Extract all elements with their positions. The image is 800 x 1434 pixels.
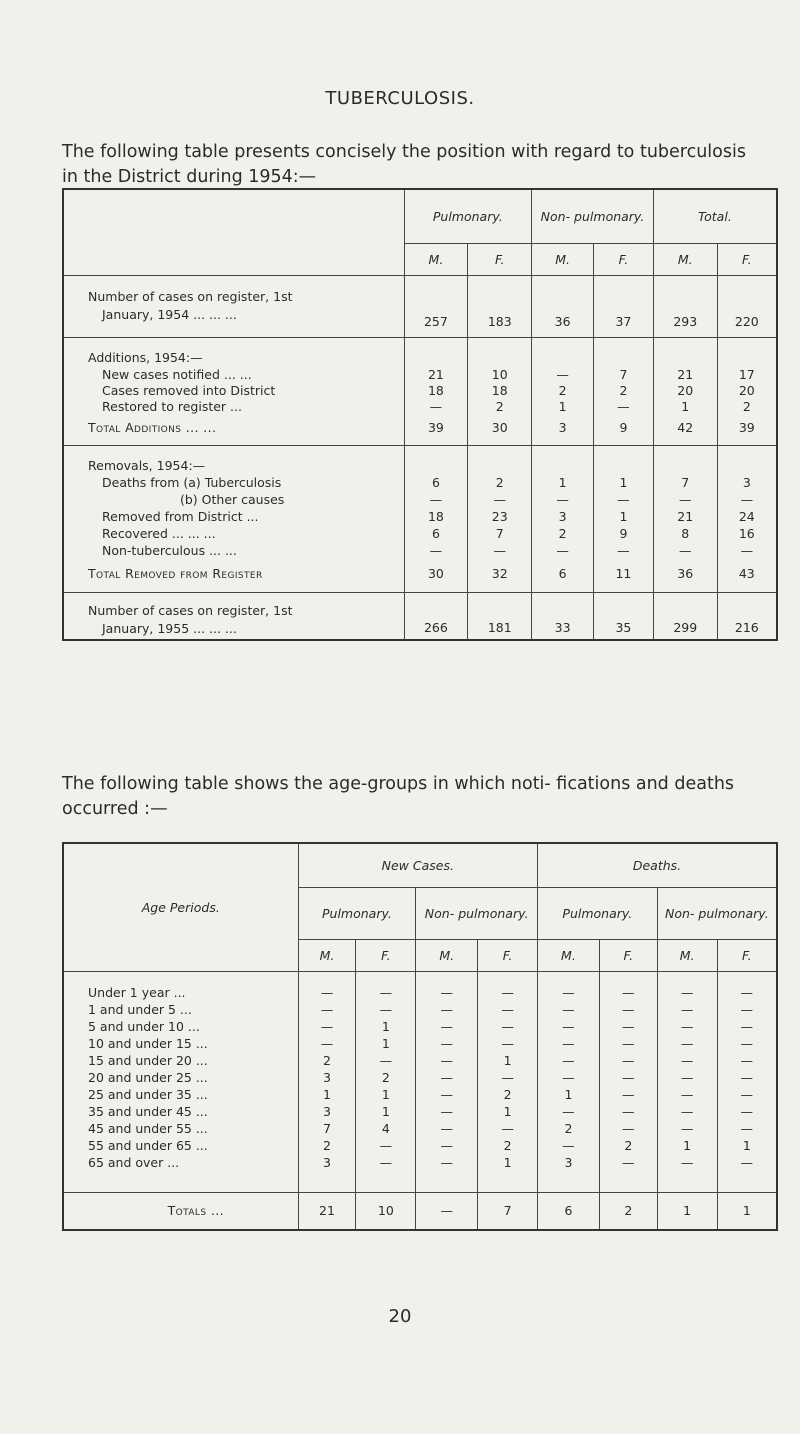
table-row bbox=[63, 985, 777, 1002]
cell: — bbox=[717, 1053, 777, 1070]
cell: 257 bbox=[404, 275, 468, 337]
cell: — bbox=[478, 1070, 538, 1087]
table-row bbox=[63, 367, 777, 383]
header-pulmonary: Pulmonary. bbox=[538, 887, 658, 939]
row-label: 10 and under 15 ... bbox=[88, 1036, 208, 1051]
cell: — bbox=[657, 1002, 717, 1019]
cell: — bbox=[416, 1121, 478, 1138]
cell: — bbox=[538, 1138, 600, 1155]
row-label: Number of cases on register, 1st bbox=[88, 602, 293, 618]
cell: 21 bbox=[653, 367, 717, 383]
header-pulmonary: Pulmonary. bbox=[404, 189, 532, 243]
cell: — bbox=[356, 985, 416, 1002]
section-heading-additions: Additions, 1954:— bbox=[88, 349, 203, 365]
header-non-pulmonary: Non- pulmonary. bbox=[416, 887, 538, 939]
cell: 1 bbox=[717, 1138, 777, 1155]
table-row bbox=[63, 1036, 777, 1053]
cell: 20 bbox=[717, 383, 777, 399]
cell: 3 bbox=[298, 1155, 356, 1172]
cell: — bbox=[416, 1053, 478, 1070]
table-row bbox=[63, 1121, 777, 1138]
cell: 2 bbox=[298, 1053, 356, 1070]
table-row bbox=[63, 1053, 777, 1070]
intro-paragraph-2: The following table shows the age-groups in which noti- fications and deaths occurred :— bbox=[62, 774, 735, 819]
header-m: M. bbox=[538, 939, 600, 971]
cell: 2 bbox=[594, 383, 654, 399]
row-label: Total Additions ... ... bbox=[88, 420, 217, 435]
cell: — bbox=[538, 1053, 600, 1070]
cell: — bbox=[468, 543, 532, 560]
cell: 2 bbox=[356, 1070, 416, 1087]
header-f: F. bbox=[717, 243, 777, 275]
cell: 21 bbox=[653, 509, 717, 526]
cell: — bbox=[416, 1019, 478, 1036]
cell: 2 bbox=[532, 383, 594, 399]
cell: — bbox=[717, 985, 777, 1002]
header-non-pulmonary: Non- pulmonary. bbox=[657, 887, 777, 939]
cell: 10 bbox=[468, 367, 532, 383]
header-non-pulmonary: Non- pulmonary. bbox=[532, 189, 654, 243]
cell: — bbox=[657, 1053, 717, 1070]
cell: 1 bbox=[478, 1053, 538, 1070]
table-row bbox=[63, 1087, 777, 1104]
header-f: F. bbox=[599, 939, 657, 971]
cell: — bbox=[717, 492, 777, 509]
cell: 216 bbox=[717, 592, 777, 640]
row-label: New cases notified ... ... bbox=[102, 367, 252, 382]
cell: — bbox=[404, 399, 468, 415]
cell: 3 bbox=[538, 1155, 600, 1172]
table-row bbox=[63, 1138, 777, 1155]
cell: 30 bbox=[468, 415, 532, 445]
section-heading-removals: Removals, 1954:— bbox=[88, 457, 206, 473]
cell: — bbox=[298, 1019, 356, 1036]
header-m: M. bbox=[404, 243, 468, 275]
cell: — bbox=[717, 1087, 777, 1104]
cell: 2 bbox=[468, 399, 532, 415]
cell: — bbox=[717, 1036, 777, 1053]
row-register-start bbox=[63, 275, 777, 337]
cell: — bbox=[416, 1087, 478, 1104]
cell: — bbox=[356, 1138, 416, 1155]
cell: — bbox=[468, 492, 532, 509]
cell: 36 bbox=[653, 560, 717, 592]
cell: — bbox=[404, 543, 468, 560]
cell: — bbox=[532, 492, 594, 509]
cell: — bbox=[478, 1002, 538, 1019]
cell: 181 bbox=[468, 592, 532, 640]
cell: — bbox=[532, 367, 594, 383]
row-label: Non-tuberculous ... ... bbox=[102, 543, 237, 558]
cell: — bbox=[717, 1104, 777, 1121]
row-label: 20 and under 25 ... bbox=[88, 1070, 208, 1085]
cell: 8 bbox=[653, 526, 717, 543]
cell: — bbox=[599, 985, 657, 1002]
cell: 20 bbox=[653, 383, 717, 399]
row-label: Recovered ... ... ... bbox=[102, 526, 216, 541]
cell: 18 bbox=[468, 383, 532, 399]
cell: — bbox=[653, 492, 717, 509]
cell: 1 bbox=[532, 475, 594, 492]
row-label: 1 and under 5 ... bbox=[88, 1002, 192, 1017]
header-pulmonary: Pulmonary. bbox=[298, 887, 416, 939]
cell: — bbox=[657, 1104, 717, 1121]
cell: — bbox=[416, 1138, 478, 1155]
cell: 1 bbox=[478, 1155, 538, 1172]
header-f: F. bbox=[356, 939, 416, 971]
cell: 35 bbox=[594, 592, 654, 640]
table-row bbox=[63, 1155, 777, 1172]
table-row bbox=[63, 509, 777, 526]
cell: 21 bbox=[404, 367, 468, 383]
cell: 43 bbox=[717, 560, 777, 592]
cell: — bbox=[404, 492, 468, 509]
cell: 16 bbox=[717, 526, 777, 543]
cell: 6 bbox=[404, 475, 468, 492]
row-label: 55 and under 65 ... bbox=[88, 1138, 208, 1153]
cell: — bbox=[594, 543, 654, 560]
cell: 2 bbox=[532, 526, 594, 543]
cell: — bbox=[356, 1155, 416, 1172]
header-total: Total. bbox=[653, 189, 777, 243]
cell: — bbox=[717, 1155, 777, 1172]
cell: — bbox=[657, 1019, 717, 1036]
row-label: January, 1955 ... ... ... bbox=[102, 620, 237, 636]
table-row bbox=[63, 383, 777, 399]
cell: 1 bbox=[538, 1087, 600, 1104]
table-row bbox=[63, 399, 777, 415]
cell: — bbox=[532, 543, 594, 560]
header-m: M. bbox=[532, 243, 594, 275]
cell: — bbox=[478, 985, 538, 1002]
cell: 30 bbox=[404, 560, 468, 592]
tuberculosis-register-table bbox=[62, 188, 778, 641]
row-label: (b) Other causes bbox=[180, 492, 285, 507]
cell: 11 bbox=[594, 560, 654, 592]
total-removed-row bbox=[63, 560, 777, 592]
cell: 6 bbox=[538, 1192, 600, 1230]
cell: 7 bbox=[298, 1121, 356, 1138]
cell: — bbox=[298, 1036, 356, 1053]
table1-corner bbox=[63, 189, 404, 275]
cell: — bbox=[416, 1036, 478, 1053]
row-label: Cases removed into District bbox=[102, 383, 276, 398]
cell: — bbox=[599, 1070, 657, 1087]
cell: 4 bbox=[356, 1121, 416, 1138]
cell: — bbox=[298, 985, 356, 1002]
cell: 2 bbox=[478, 1138, 538, 1155]
cell: — bbox=[594, 399, 654, 415]
cell: — bbox=[478, 1121, 538, 1138]
table-row bbox=[63, 1104, 777, 1121]
cell: 220 bbox=[717, 275, 777, 337]
row-label: 25 and under 35 ... bbox=[88, 1087, 208, 1102]
cell: 32 bbox=[468, 560, 532, 592]
cell: 3 bbox=[717, 475, 777, 492]
total-additions-row bbox=[63, 415, 777, 445]
cell: 1 bbox=[657, 1138, 717, 1155]
cell: 17 bbox=[717, 367, 777, 383]
header-m: M. bbox=[653, 243, 717, 275]
cell: 10 bbox=[356, 1192, 416, 1230]
cell: 7 bbox=[478, 1192, 538, 1230]
row-label: 35 and under 45 ... bbox=[88, 1104, 208, 1119]
row-label: Deaths from (a) Tuberculosis bbox=[102, 475, 282, 490]
table-row bbox=[63, 526, 777, 543]
header-f: F. bbox=[478, 939, 538, 971]
cell: — bbox=[599, 1104, 657, 1121]
page-number: 20 bbox=[388, 1306, 412, 1327]
cell: — bbox=[538, 1002, 600, 1019]
cell: 9 bbox=[594, 415, 654, 445]
cell: — bbox=[657, 1121, 717, 1138]
cell: 24 bbox=[717, 509, 777, 526]
row-label: Under 1 year ... bbox=[88, 985, 186, 1000]
cell: — bbox=[478, 1019, 538, 1036]
row-label: Totals ... bbox=[167, 1203, 224, 1219]
row-label: Removed from District ... bbox=[102, 509, 259, 524]
cell: — bbox=[416, 1002, 478, 1019]
cell: — bbox=[599, 1036, 657, 1053]
cell: 1 bbox=[657, 1192, 717, 1230]
cell: — bbox=[538, 985, 600, 1002]
cell: — bbox=[538, 1019, 600, 1036]
cell: 1 bbox=[717, 1192, 777, 1230]
header-age-periods: Age Periods. bbox=[63, 843, 298, 971]
header-f: F. bbox=[594, 243, 654, 275]
table-row bbox=[63, 475, 777, 492]
cell: — bbox=[298, 1002, 356, 1019]
cell: 42 bbox=[653, 415, 717, 445]
cell: 7 bbox=[653, 475, 717, 492]
cell: — bbox=[657, 1155, 717, 1172]
cell: 183 bbox=[468, 275, 532, 337]
cell: 2 bbox=[717, 399, 777, 415]
header-f: F. bbox=[468, 243, 532, 275]
cell: 37 bbox=[594, 275, 654, 337]
table-row bbox=[63, 1070, 777, 1087]
cell: 1 bbox=[594, 475, 654, 492]
intro-paragraph-1: The following table presents concisely the position with regard to tuberculosis in the District during 1954:— bbox=[62, 142, 746, 187]
cell: — bbox=[717, 543, 777, 560]
cell: 3 bbox=[298, 1104, 356, 1121]
cell: — bbox=[599, 1155, 657, 1172]
cell: — bbox=[599, 1121, 657, 1138]
cell: 1 bbox=[356, 1087, 416, 1104]
cell: — bbox=[657, 985, 717, 1002]
cell: 1 bbox=[356, 1019, 416, 1036]
cell: — bbox=[416, 1104, 478, 1121]
cell: — bbox=[538, 1104, 600, 1121]
header-m: M. bbox=[657, 939, 717, 971]
cell: — bbox=[538, 1036, 600, 1053]
cell: — bbox=[416, 985, 478, 1002]
cell: 36 bbox=[532, 275, 594, 337]
cell: — bbox=[717, 1070, 777, 1087]
cell: — bbox=[717, 1002, 777, 1019]
cell: 2 bbox=[298, 1138, 356, 1155]
age-groups-table bbox=[62, 842, 778, 1231]
cell: — bbox=[657, 1036, 717, 1053]
cell: 9 bbox=[594, 526, 654, 543]
cell: — bbox=[599, 1053, 657, 1070]
cell: — bbox=[657, 1070, 717, 1087]
cell: — bbox=[416, 1155, 478, 1172]
cell: — bbox=[599, 1002, 657, 1019]
row-label: 5 and under 10 ... bbox=[88, 1019, 200, 1034]
table-row bbox=[63, 543, 777, 560]
cell: 3 bbox=[532, 415, 594, 445]
row-label: Number of cases on register, 1st bbox=[88, 288, 293, 304]
cell: 7 bbox=[594, 367, 654, 383]
cell: 293 bbox=[653, 275, 717, 337]
cell: 1 bbox=[532, 399, 594, 415]
row-label: Restored to register ... bbox=[102, 399, 242, 414]
cell: 299 bbox=[653, 592, 717, 640]
header-new-cases: New Cases. bbox=[298, 843, 537, 887]
table-row bbox=[63, 1019, 777, 1036]
header-f: F. bbox=[717, 939, 777, 971]
cell: 18 bbox=[404, 383, 468, 399]
cell: — bbox=[599, 1019, 657, 1036]
cell: — bbox=[657, 1087, 717, 1104]
cell: — bbox=[653, 543, 717, 560]
cell: 2 bbox=[468, 475, 532, 492]
cell: 1 bbox=[356, 1036, 416, 1053]
cell: 2 bbox=[599, 1192, 657, 1230]
cell: — bbox=[416, 1070, 478, 1087]
cell: — bbox=[356, 1002, 416, 1019]
cell: — bbox=[538, 1070, 600, 1087]
cell: — bbox=[416, 1192, 478, 1230]
cell: 1 bbox=[478, 1104, 538, 1121]
cell: 1 bbox=[594, 509, 654, 526]
row-label: Total Removed from Register bbox=[88, 566, 263, 581]
page-title: TUBERCULOSIS. bbox=[325, 88, 475, 109]
row-label: 15 and under 20 ... bbox=[88, 1053, 208, 1068]
header-m: M. bbox=[298, 939, 356, 971]
cell: 1 bbox=[653, 399, 717, 415]
totals-row bbox=[63, 1192, 777, 1230]
table-row bbox=[63, 492, 777, 509]
cell: 2 bbox=[478, 1087, 538, 1104]
cell: 7 bbox=[468, 526, 532, 543]
row-label: January, 1954 ... ... ... bbox=[102, 306, 237, 322]
header-deaths: Deaths. bbox=[538, 843, 778, 887]
cell: — bbox=[717, 1121, 777, 1138]
cell: 21 bbox=[298, 1192, 356, 1230]
cell: 33 bbox=[532, 592, 594, 640]
cell: — bbox=[717, 1019, 777, 1036]
table-row bbox=[63, 1002, 777, 1019]
cell: 18 bbox=[404, 509, 468, 526]
cell: 1 bbox=[356, 1104, 416, 1121]
cell: — bbox=[356, 1053, 416, 1070]
cell: 2 bbox=[599, 1138, 657, 1155]
cell: 266 bbox=[404, 592, 468, 640]
cell: 2 bbox=[538, 1121, 600, 1138]
cell: 3 bbox=[298, 1070, 356, 1087]
header-m: M. bbox=[416, 939, 478, 971]
row-register-end bbox=[63, 592, 777, 640]
cell: 1 bbox=[298, 1087, 356, 1104]
cell: 3 bbox=[532, 509, 594, 526]
row-label: 45 and under 55 ... bbox=[88, 1121, 208, 1136]
cell: 39 bbox=[717, 415, 777, 445]
cell: 6 bbox=[532, 560, 594, 592]
cell: — bbox=[594, 492, 654, 509]
cell: 39 bbox=[404, 415, 468, 445]
cell: 6 bbox=[404, 526, 468, 543]
cell: — bbox=[599, 1087, 657, 1104]
cell: — bbox=[478, 1036, 538, 1053]
row-label: 65 and over ... bbox=[88, 1155, 180, 1170]
cell: 23 bbox=[468, 509, 532, 526]
